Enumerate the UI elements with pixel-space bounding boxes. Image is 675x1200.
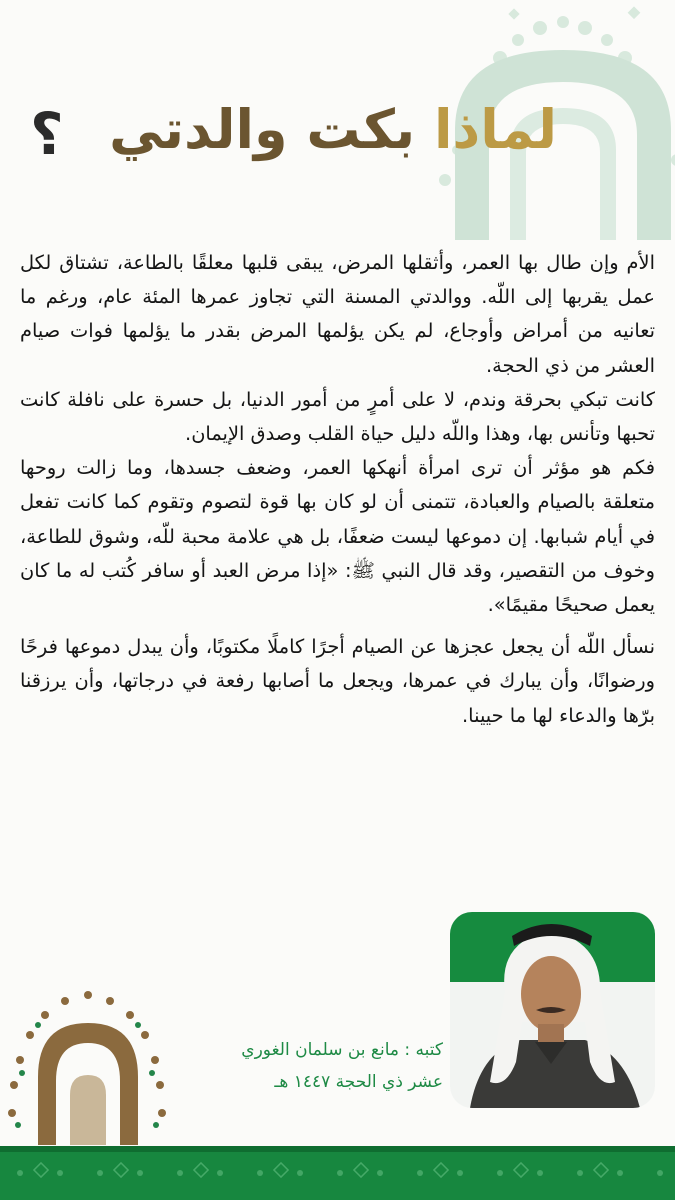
title-part-2: بكت والدتي — [109, 98, 416, 161]
article-body — [20, 246, 655, 733]
title-part-1: لماذا — [434, 98, 557, 161]
footer-top-strip — [0, 1146, 675, 1152]
author-portrait — [450, 912, 655, 1108]
paragraph: الأم وإن طال بها العمر، وأثقلها المرض، يبقى قلبها معلقًا بالطاعة، تشتاق لكل عمل يقربها إلى اللّه. ووالدتي المسنة التي تجاوز عمرها المئة عام، ورغم ما تعانيه من أمراض وأوجاع، لم يكن يؤلمها المرض بقدر ما يؤلمها فوات صيام العشر من ذي الحجة. — [20, 251, 655, 377]
title-question-mark: ؟ — [30, 100, 64, 168]
paragraph: فكم هو مؤثر أن ترى امرأة أنهكها العمر، وضعف جسدها، وما زالت روحها متعلقة بالصيام والعبادة، تتمنى أن لو كان بها قوة لتصوم وتقوم كما كانت تفعل في أيام شبابها. إن دموعها ليست ضعفًا، بل هي علامة محبة للّه، وشوق للطاعة، وخوف من التقصير، وقد قال النبي ﷺ: «إذا مرض العبد أو سافر كُتب له ما كان يعمل صحيحًا مقيمًا». — [20, 456, 655, 617]
page-title — [109, 98, 557, 161]
author-name: كتبه : مانع بن سلمان الغوري — [241, 1040, 443, 1060]
author-photo — [450, 912, 655, 1108]
footer-band — [0, 1146, 675, 1200]
decorative-arch-ornament-bottom — [0, 985, 170, 1145]
paragraph: نسأل اللّه أن يجعل عجزها عن الصيام أجرًا كاملًا مكتوبًا، وأن يبدل دموعها فرحًا ورضوانًا، وأن يبارك في عمرها، ويجعل ما أصابها رفعة في درجاتها، وأن يرزقنا برّها والدعاء لها ما حيينا. — [20, 635, 655, 727]
author-date: عشر ذي الحجة ١٤٤٧ هـ — [274, 1072, 443, 1092]
author-info — [241, 1040, 443, 1092]
footer-pattern — [0, 1146, 675, 1200]
paragraph: كانت تبكي بحرقة وندم، لا على أمرٍ من أمور الدنيا، بل حسرة على نافلة كانت تحبها وتأنس بها، وهذا واللّه دليل حياة القلب وصدق الإيمان. — [20, 387, 655, 446]
